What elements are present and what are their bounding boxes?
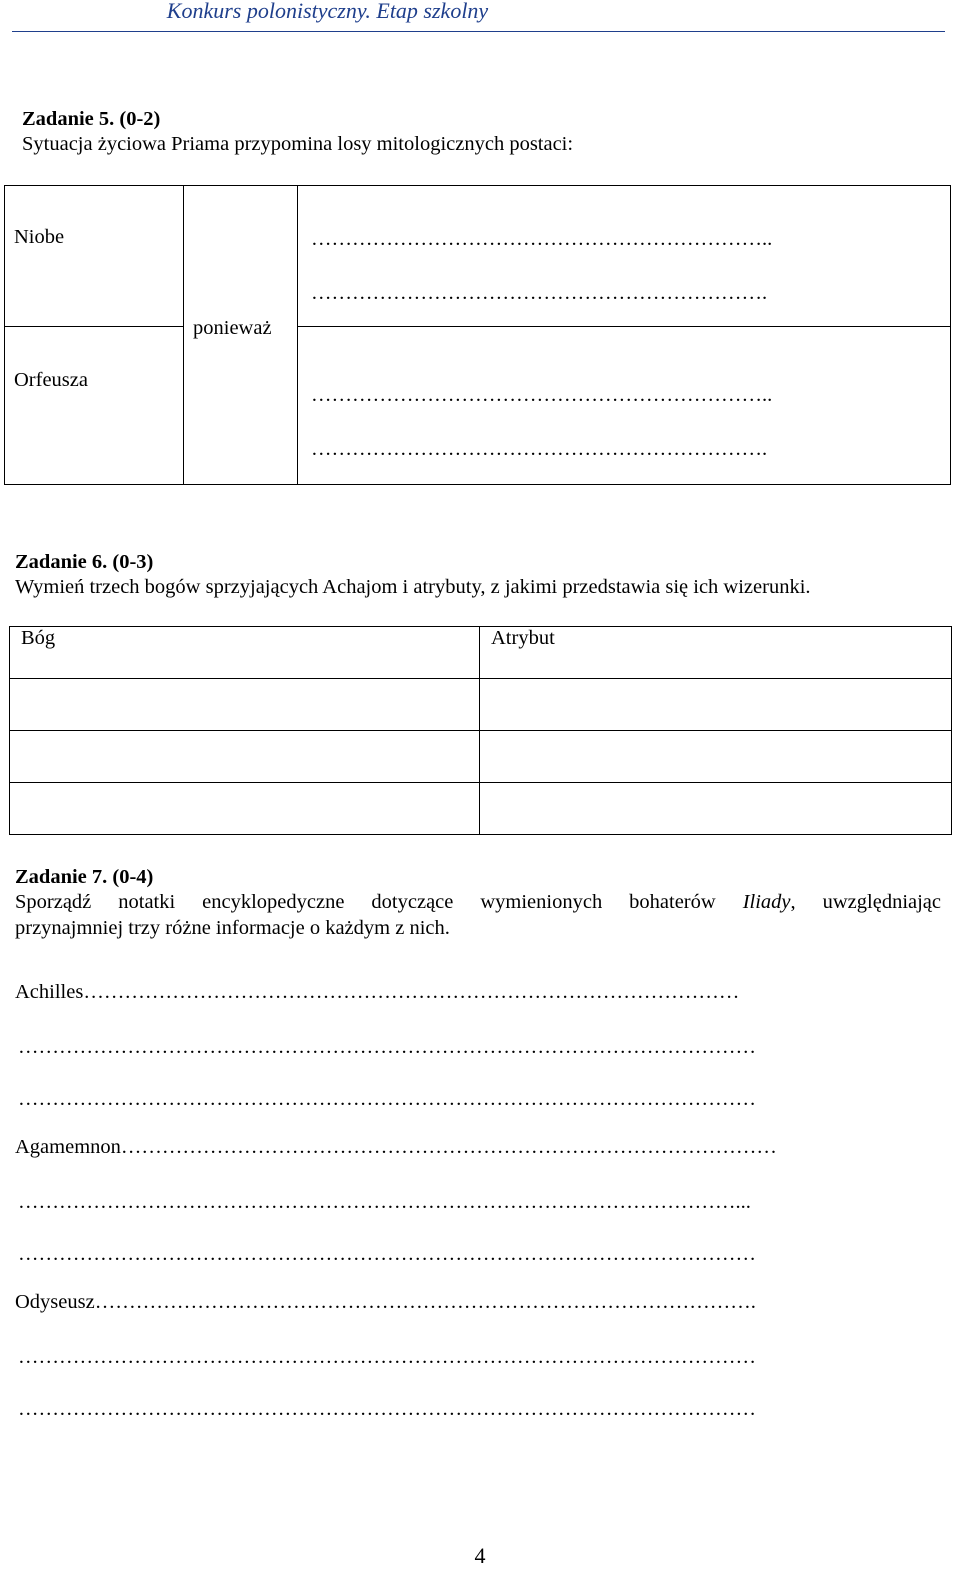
table-row xyxy=(10,679,952,731)
table-row xyxy=(10,731,952,783)
attribute-cell[interactable] xyxy=(480,783,952,835)
answer-line[interactable]: …………………………………………………………. xyxy=(311,282,768,304)
hero-name: Odyseusz xyxy=(15,1291,95,1313)
answer-line[interactable]: ………………………………………………………….. xyxy=(311,384,773,406)
task5-divider xyxy=(4,326,184,327)
page-number: 4 xyxy=(474,1543,486,1568)
table-header-row xyxy=(10,627,952,679)
task5-figure-niobe: Niobe xyxy=(14,226,65,248)
task7-prompt-text: , uwzględniając xyxy=(790,891,942,913)
task6-table xyxy=(9,626,952,835)
col-header-god: Bóg xyxy=(10,627,480,679)
answer-line[interactable]: …………………………………………………………. xyxy=(311,438,768,460)
hero-name: Achilles xyxy=(15,981,84,1003)
answer-line[interactable]: ……………………………………………………………………………………………… xyxy=(18,1088,756,1110)
header-divider xyxy=(12,31,945,32)
table-row xyxy=(10,783,952,835)
answer-line[interactable]: ……………………………………………………………………………………. xyxy=(94,1291,756,1313)
task7-prompt-line2: przynajmniej trzy różne informacje o każdym z nich. xyxy=(15,917,450,939)
hero-odyseusz xyxy=(15,1291,756,1314)
task5-divider xyxy=(297,326,951,327)
task7-heading: Zadanie 7. (0-4) xyxy=(15,866,154,888)
answer-line[interactable]: ……………………………………………………………………………………………… xyxy=(18,1036,756,1058)
god-cell[interactable] xyxy=(10,679,480,731)
answer-line[interactable]: …………………………………………………………………………………… xyxy=(83,981,740,1003)
task5-heading: Zadanie 5. (0-2) xyxy=(22,108,161,130)
task5-figure-orfeusz: Orfeusza xyxy=(14,369,88,391)
answer-line[interactable]: ……………………………………………………………………………………………… xyxy=(18,1398,756,1420)
attribute-cell[interactable] xyxy=(480,731,952,783)
task5-connector: ponieważ xyxy=(193,317,272,339)
task5-divider xyxy=(183,185,184,485)
task7-prompt xyxy=(15,891,941,914)
answer-line[interactable]: ………………………………………………………….. xyxy=(311,228,773,250)
attribute-cell[interactable] xyxy=(480,679,952,731)
task7-prompt-text: Sporządź notatki encyklopedyczne dotyczące wymienionych bohaterów xyxy=(15,891,716,913)
task6-prompt: Wymień trzech bogów sprzyjających Achajom i atrybuty, z jakimi przedstawia się ich wizerunki. xyxy=(15,576,811,598)
task5-prompt: Sytuacja życiowa Priama przypomina losy mitologicznych postaci: xyxy=(22,133,574,155)
hero-achilles xyxy=(15,981,739,1004)
answer-line[interactable]: ……………………………………………………………………………………………… xyxy=(18,1346,756,1368)
task7-prompt-title: Iliady xyxy=(742,891,791,913)
hero-agamemnon xyxy=(15,1136,777,1159)
page-header-title: Konkurs polonistyczny. Etap szkolny xyxy=(166,0,489,23)
task6-heading: Zadanie 6. (0-3) xyxy=(15,551,154,573)
answer-line[interactable]: …………………………………………………………………………………… xyxy=(120,1136,777,1158)
hero-name: Agamemnon xyxy=(15,1136,121,1158)
god-cell[interactable] xyxy=(10,731,480,783)
col-header-attribute: Atrybut xyxy=(480,627,952,679)
god-cell[interactable] xyxy=(10,783,480,835)
answer-line[interactable]: ……………………………………………………………………………………………… xyxy=(18,1243,756,1265)
task5-divider xyxy=(297,185,298,485)
answer-line[interactable]: ……………………………………………………………………………………………... xyxy=(18,1191,751,1213)
